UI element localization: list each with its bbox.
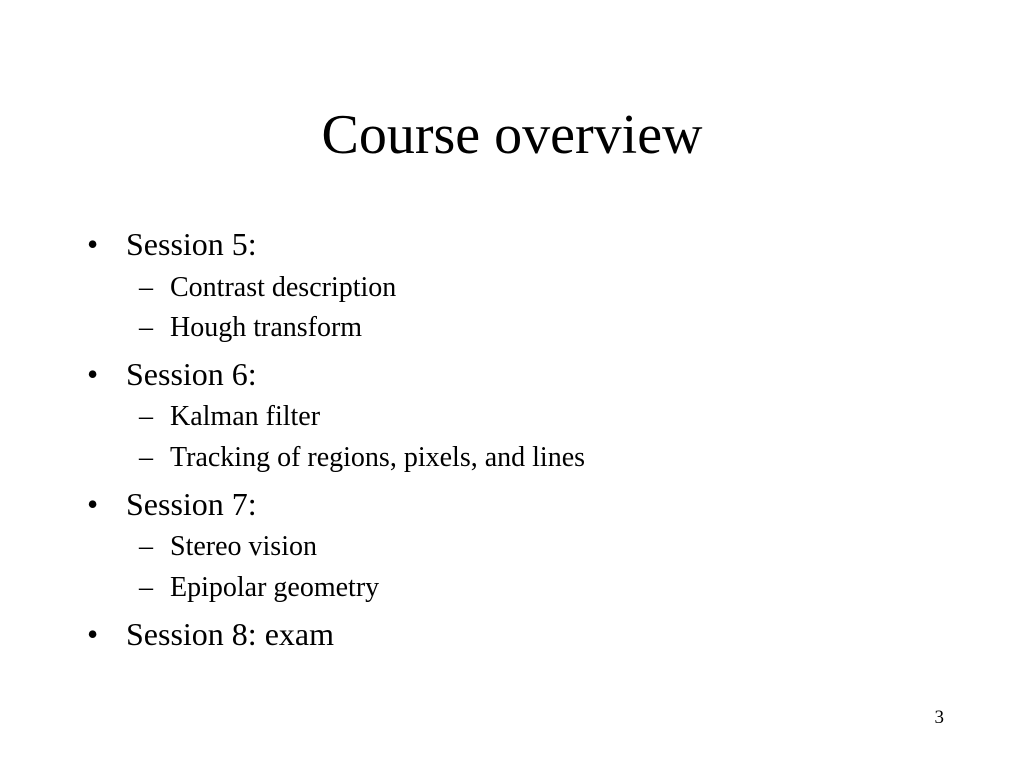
dash-icon: –: [139, 401, 153, 432]
session-label: Session 6:: [126, 356, 257, 392]
session-item: [87, 484, 257, 524]
session-label: Session 8: exam: [126, 616, 334, 652]
page-number: 3: [934, 707, 944, 728]
topic-item: [139, 311, 363, 345]
slide-title: Course overview: [321, 104, 703, 166]
dash-icon: –: [139, 272, 153, 303]
topic-item: [139, 400, 321, 434]
topic-label: Kalman filter: [170, 401, 321, 432]
session-item: [87, 614, 334, 654]
topic-item: [139, 571, 380, 605]
topic-label: Epipolar geometry: [170, 572, 380, 603]
session-label: Session 7:: [126, 486, 257, 522]
bullet-icon: •: [87, 486, 99, 522]
dash-icon: –: [139, 572, 153, 603]
topic-label: Tracking of regions, pixels, and lines: [170, 442, 586, 473]
dash-icon: –: [139, 312, 153, 343]
topic-label: Contrast description: [170, 272, 397, 303]
topic-label: Stereo vision: [170, 531, 317, 562]
topic-item: [139, 530, 317, 564]
dash-icon: –: [139, 531, 153, 562]
bullet-icon: •: [87, 616, 99, 652]
session-item: [87, 224, 257, 264]
session-label: Session 5:: [126, 226, 257, 262]
session-item: [87, 354, 257, 394]
topic-item: [139, 271, 397, 305]
bullet-icon: •: [87, 226, 99, 262]
topic-label: Hough transform: [170, 312, 363, 343]
topic-item: [139, 441, 586, 475]
dash-icon: –: [139, 442, 153, 473]
bullet-icon: •: [87, 356, 99, 392]
